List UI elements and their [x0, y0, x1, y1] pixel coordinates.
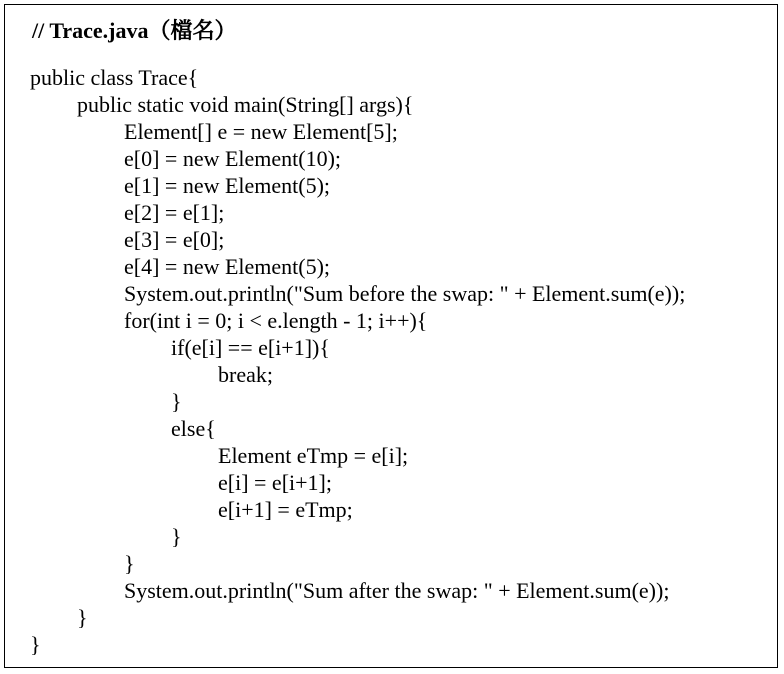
code-line: if(e[i] == e[i+1]){	[171, 335, 330, 360]
code-line: e[0] = new Element(10);	[124, 146, 342, 171]
code-line: System.out.println("Sum before the swap: " + Element.sum(e));	[124, 281, 686, 306]
code-line: e[2] = e[1];	[124, 200, 225, 225]
code-line: System.out.println("Sum after the swap: " + Element.sum(e));	[124, 578, 670, 603]
code-line: e[i] = e[i+1];	[218, 470, 332, 495]
code-line: }	[77, 605, 88, 630]
code-line: public class Trace{	[30, 65, 199, 90]
code-line: }	[124, 551, 135, 576]
code-line: else{	[171, 416, 216, 441]
code-line: e[1] = new Element(5);	[124, 173, 331, 198]
code-line: break;	[218, 362, 273, 387]
code-line: Element eTmp = e[i];	[218, 443, 409, 468]
code-line: }	[171, 524, 182, 549]
code-line: e[4] = new Element(5);	[124, 254, 331, 279]
code-line: e[i+1] = eTmp;	[218, 497, 353, 522]
code-lines	[5, 64, 685, 658]
code-line: public static void main(String[] args){	[77, 92, 414, 117]
code-line: }	[30, 632, 41, 657]
code-listing-box	[4, 4, 778, 668]
code-line: }	[171, 389, 182, 414]
code-line: Element[] e = new Element[5];	[124, 119, 398, 144]
file-title-comment: // Trace.java（檔名）	[32, 18, 237, 43]
code-line: e[3] = e[0];	[124, 227, 225, 252]
code-line: for(int i = 0; i < e.length - 1; i++){	[124, 308, 428, 333]
